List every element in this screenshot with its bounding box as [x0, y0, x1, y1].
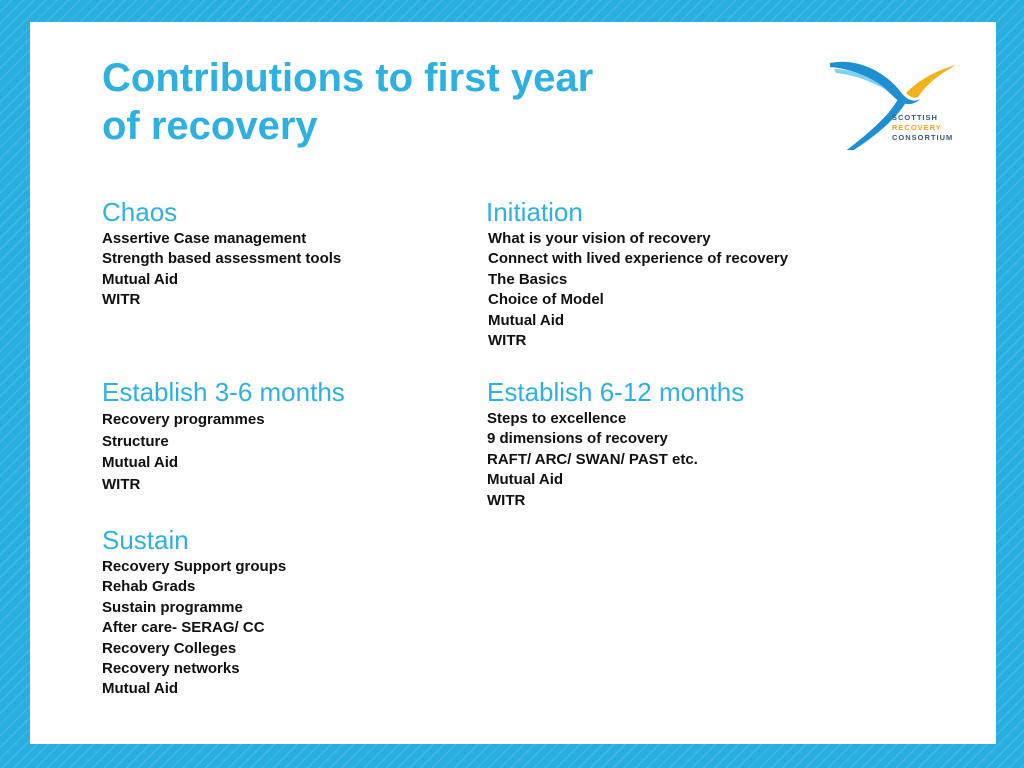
section-list — [102, 557, 286, 700]
list-item: Mutual Aid — [102, 270, 179, 288]
title-line-1: Contributions to first year — [102, 56, 594, 100]
section-establish-6-12-months — [487, 377, 744, 511]
section-heading: Sustain — [102, 525, 189, 555]
list-item: What is your vision of recovery — [488, 230, 711, 247]
section-list — [102, 229, 341, 311]
section-heading: Initiation — [486, 197, 583, 227]
list-item: Mutual Aid — [488, 311, 565, 329]
list-item: Mutual Aid — [102, 454, 179, 471]
section-establish-3-6-months — [102, 377, 345, 495]
list-item: 9 dimensions of recovery — [487, 430, 668, 448]
list-item: Mutual Aid — [102, 680, 179, 698]
list-item: Connect with lived experience of recovery — [488, 250, 789, 268]
list-item: Rehab Grads — [102, 578, 196, 596]
section-list — [102, 409, 345, 495]
list-item: Recovery Support groups — [102, 558, 287, 575]
list-item: Assertive Case management — [102, 230, 307, 247]
list-item: WITR — [102, 475, 141, 493]
slide — [30, 22, 996, 744]
section-initiation — [486, 197, 788, 351]
list-item: WITR — [487, 491, 526, 509]
list-item: Choice of Model — [488, 291, 604, 309]
list-item: Mutual Aid — [487, 471, 564, 489]
list-item: Recovery programmes — [102, 411, 265, 428]
list-item: After care- SERAG/ CC — [102, 619, 265, 637]
scottish-recovery-consortium-logo — [828, 55, 958, 150]
list-item: Strength based assessment tools — [102, 250, 342, 268]
logo-word-recovery: RECOVERY — [892, 123, 942, 132]
logo-word-consortium: CONSORTIUM — [892, 133, 954, 142]
list-item: The Basics — [488, 270, 568, 288]
list-item: Recovery networks — [102, 660, 240, 678]
list-item: Structure — [102, 432, 169, 450]
list-item: WITR — [488, 332, 527, 350]
section-list — [487, 409, 744, 511]
section-list — [488, 229, 788, 351]
title-line-2: of recovery — [102, 104, 318, 148]
logo-wordmark — [892, 113, 953, 143]
list-item: WITR — [102, 291, 141, 309]
section-heading: Chaos — [102, 197, 178, 227]
section-sustain — [102, 525, 286, 700]
section-heading: Establish 3-6 months — [102, 377, 345, 407]
list-item: RAFT/ ARC/ SWAN/ PAST etc. — [487, 450, 698, 468]
slide-title — [102, 54, 593, 150]
list-item: Steps to excellence — [487, 410, 627, 427]
list-item: Sustain programme — [102, 598, 243, 616]
section-chaos — [102, 197, 341, 311]
section-heading: Establish 6-12 months — [487, 377, 745, 407]
list-item: Recovery Colleges — [102, 639, 237, 657]
logo-word-scottish: SCOTTISH — [892, 113, 938, 122]
